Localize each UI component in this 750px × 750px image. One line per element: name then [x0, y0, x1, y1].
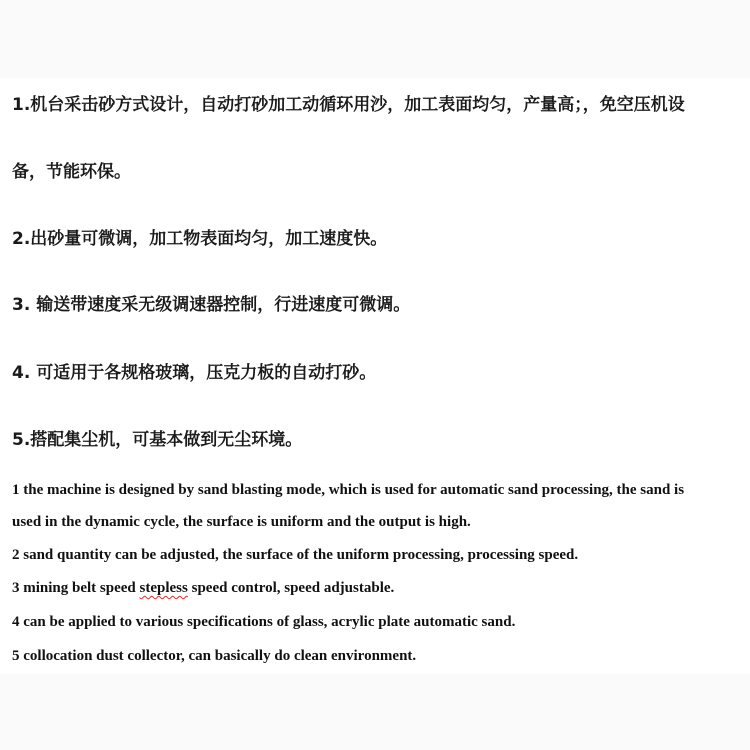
- en-feature-3: [12, 578, 394, 598]
- en-feature-1-line-2: used in the dynamic cycle, the surface is uniform and the output is high.: [12, 514, 471, 530]
- cn-feature-2: 2.出砂量可微调，加工物表面均匀，加工速度快。: [12, 229, 388, 249]
- en-feature-5: 5 collocation dust collector, can basically do clean environment.: [12, 648, 417, 664]
- cn-feature-1-line-1: 1.机台采击砂方式设计，自动打砂加工动循环用沙，加工表面均匀，产量高；，免空压机设: [12, 95, 685, 115]
- en-feature-3-suffix: speed control, speed adjustable.: [187, 580, 395, 596]
- product-feature-panel: [0, 78, 750, 674]
- en-feature-2: 2 sand quantity can be adjusted, the surface of the uniform processing, processing speed.: [12, 547, 579, 563]
- en-feature-4: 4 can be applied to various specifications of glass, acrylic plate automatic sand.: [12, 614, 516, 630]
- cn-feature-3: 3. 输送带速度采无级调速器控制，行进速度可微调。: [12, 295, 411, 315]
- en-feature-3-prefix: 3 mining belt speed: [12, 580, 140, 596]
- cn-feature-4: 4. 可适用于各规格玻璃，压克力板的自动打砂。: [12, 363, 377, 383]
- cn-feature-5: 5.搭配集尘机，可基本做到无尘环境。: [12, 430, 303, 450]
- spellcheck-marked-word: stepless: [139, 580, 188, 596]
- cn-feature-1-line-2: 备，节能环保。: [12, 162, 131, 182]
- en-feature-1-line-1: 1 the machine is designed by sand blasting mode, which is used for automatic sand processing, the sand is: [12, 482, 685, 498]
